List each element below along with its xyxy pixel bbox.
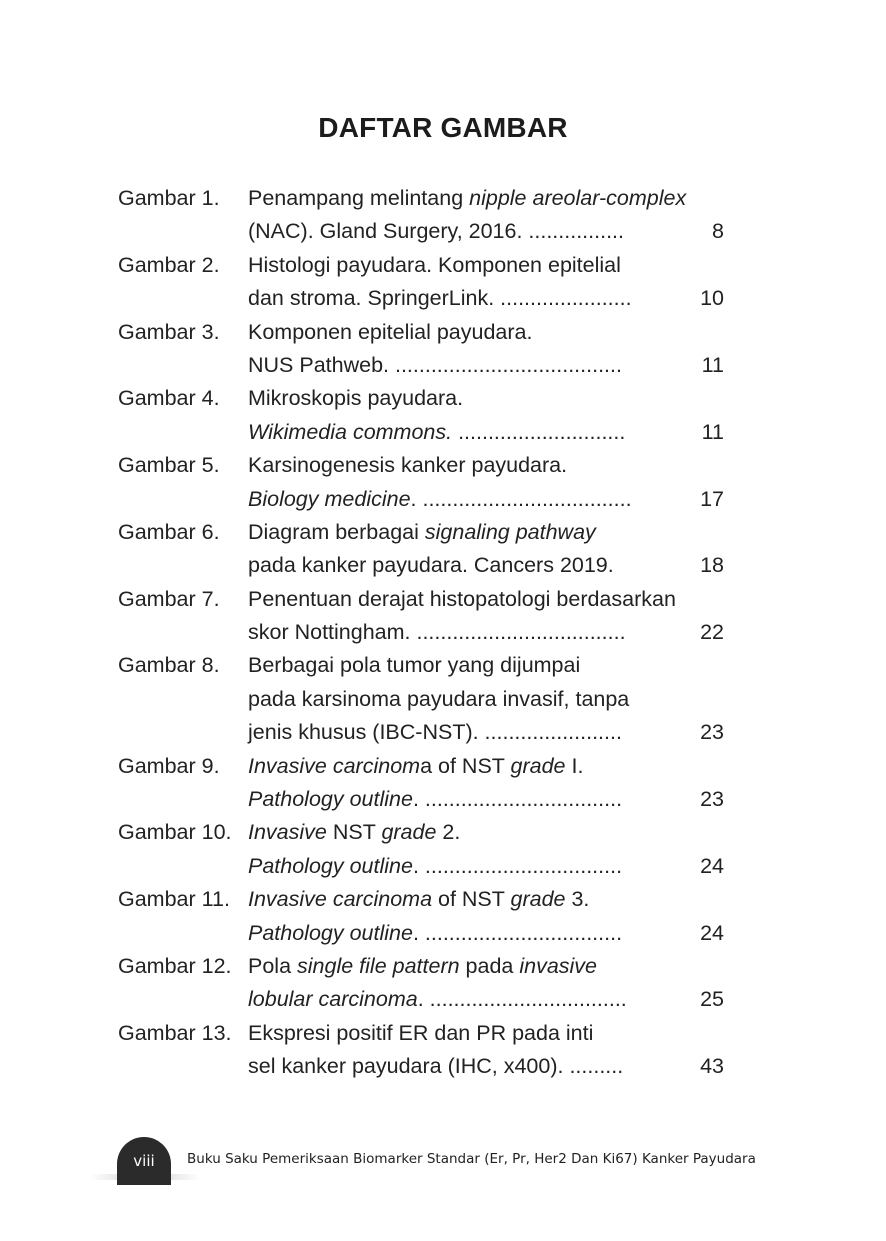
figure-page-number: 25	[700, 987, 724, 1012]
caption-segment: . .................................	[412, 853, 623, 878]
figure-label: Gambar 7.	[118, 586, 220, 611]
figure-caption	[248, 1050, 623, 1083]
figure-entry-line	[118, 349, 728, 382]
caption-segment: pada	[459, 953, 520, 978]
caption-italic-segment: grade	[381, 820, 437, 845]
figure-caption	[248, 1017, 593, 1050]
figure-entry	[118, 382, 728, 449]
figure-page-number: 23	[700, 787, 724, 812]
caption-segment: 2.	[436, 820, 461, 845]
caption-italic-segment: Invasive carcinom	[248, 753, 421, 778]
caption-italic-segment: Wikimedia commons.	[248, 419, 453, 444]
figure-page-number: 11	[701, 419, 724, 444]
figure-entry-line	[118, 516, 728, 549]
figure-entry-line	[118, 215, 728, 248]
figure-entry-line	[118, 282, 728, 315]
figure-entry-line	[118, 883, 728, 916]
figure-entry-line	[118, 983, 728, 1016]
caption-segment: Penentuan derajat histopatologi berdasarkan	[248, 586, 676, 611]
figure-entry	[118, 950, 728, 1017]
caption-segment: Diagram berbagai	[248, 519, 425, 544]
figure-caption	[248, 182, 686, 215]
caption-italic-segment: Pathology outline	[248, 853, 413, 878]
figure-label: Gambar 6.	[118, 519, 220, 544]
figure-caption	[248, 683, 629, 716]
caption-segment: Berbagai pola tumor yang dijumpai	[248, 653, 581, 678]
figure-label: Gambar 11.	[118, 887, 230, 912]
caption-segment: Karsinogenesis kanker payudara.	[248, 453, 568, 478]
caption-segment: . .................................	[412, 787, 623, 812]
caption-segment: . .................................	[417, 987, 627, 1012]
figure-label: Gambar 1.	[118, 186, 220, 210]
figure-page-number: 11	[701, 352, 724, 377]
caption-segment: pada kanker payudara. Cancers 2019.	[248, 553, 614, 578]
caption-segment: of NST	[432, 887, 511, 912]
footer-book-title: Buku Saku Pemeriksaan Biomarker Standar (Er, Pr, Her2 Dan Ki67) Kanker Payudara	[187, 1151, 756, 1167]
caption-segment: skor Nottingham. ...................................	[248, 620, 626, 645]
page-title: DAFTAR GAMBAR	[318, 112, 568, 143]
figure-page-number: 24	[700, 853, 724, 878]
figure-label: Gambar 8.	[118, 653, 220, 678]
figure-entry-line	[118, 416, 728, 449]
caption-segment: sel kanker payudara (IHC, x400). .........	[248, 1054, 624, 1079]
caption-segment: . .................................	[412, 920, 623, 945]
figure-entry	[118, 182, 728, 249]
figure-page-number: 23	[700, 720, 724, 745]
caption-segment: Mikroskopis payudara.	[248, 386, 464, 411]
figure-entry	[118, 750, 728, 817]
figure-page-number: 8	[712, 219, 724, 244]
figure-entry-line	[118, 483, 728, 516]
figure-caption	[248, 282, 632, 315]
figure-caption	[248, 816, 460, 849]
figure-entry	[118, 316, 728, 383]
figure-caption	[248, 382, 463, 415]
caption-italic-segment: signaling pathway	[424, 519, 596, 544]
caption-italic-segment: Invasive carcinoma	[248, 887, 433, 912]
caption-italic-segment: Invasive	[248, 820, 327, 845]
figure-caption	[248, 883, 589, 916]
figure-caption	[248, 449, 567, 482]
figure-entry-line	[118, 182, 728, 215]
figure-label: Gambar 9.	[118, 753, 220, 778]
caption-italic-segment: single file pattern	[297, 953, 460, 978]
figure-entry-line	[118, 583, 728, 616]
figure-entry	[118, 449, 728, 516]
figure-caption	[248, 716, 622, 749]
figure-label: Gambar 13.	[118, 1020, 232, 1045]
figure-entry	[118, 1017, 728, 1084]
figure-entry-line	[118, 683, 728, 716]
figure-page-number: 24	[700, 920, 724, 945]
caption-segment: a of NST	[420, 753, 511, 778]
figure-caption	[248, 850, 622, 883]
figure-entry-line	[118, 449, 728, 482]
figure-caption	[248, 583, 676, 616]
figure-entry-line	[118, 616, 728, 649]
figure-label: Gambar 10.	[118, 820, 232, 845]
caption-italic-segment: Pathology outline	[248, 920, 413, 945]
figure-entry-line	[118, 783, 728, 816]
figure-caption	[248, 416, 625, 449]
figure-caption	[248, 917, 622, 950]
figure-entry	[118, 816, 728, 883]
caption-segment: Ekspresi positif ER dan PR pada inti	[248, 1020, 594, 1045]
figure-caption	[248, 215, 624, 248]
caption-segment: (NAC). Gland Surgery, 2016. ................	[248, 219, 624, 244]
caption-italic-segment: grade	[510, 887, 566, 912]
figure-caption	[248, 750, 583, 783]
caption-italic-segment: Biology medicine	[248, 486, 411, 511]
figure-label: Gambar 12.	[118, 953, 232, 978]
figure-entry	[118, 249, 728, 316]
figure-entry-line	[118, 1017, 728, 1050]
figure-caption	[248, 483, 632, 516]
footer-page-number: viii	[133, 1152, 155, 1170]
figure-label: Gambar 4.	[118, 386, 220, 411]
figure-entry-line	[118, 249, 728, 282]
figure-caption	[248, 549, 614, 582]
caption-segment: I.	[565, 753, 584, 778]
caption-segment: pada karsinoma payudara invasif, tanpa	[248, 686, 630, 711]
figure-entry-line	[118, 750, 728, 783]
figure-label: Gambar 2.	[118, 252, 220, 277]
caption-segment: 3.	[565, 887, 590, 912]
figure-caption	[248, 349, 622, 382]
caption-segment: Histologi payudara. Komponen epitelial	[248, 252, 621, 277]
figure-entry	[118, 649, 728, 749]
figure-entry	[118, 583, 728, 650]
figure-caption	[248, 616, 626, 649]
figure-entry-line	[118, 850, 728, 883]
figure-entry-line	[118, 549, 728, 582]
figure-caption	[248, 783, 622, 816]
caption-segment: Pola	[248, 953, 298, 978]
figure-entry	[118, 883, 728, 950]
caption-italic-segment: Pathology outline	[248, 787, 413, 812]
caption-segment: Penampang melintang	[248, 186, 470, 210]
figure-entry-line	[118, 382, 728, 415]
caption-italic-segment: lobular carcinoma	[248, 987, 418, 1012]
figure-page-number: 17	[700, 486, 724, 511]
figure-entry-line	[118, 649, 728, 682]
figure-page-number: 18	[700, 553, 724, 578]
figure-list	[118, 182, 728, 1084]
figure-entry	[118, 516, 728, 583]
figure-caption	[248, 950, 597, 983]
caption-italic-segment: nipple areolar-complex	[469, 186, 687, 210]
figure-page-number: 10	[700, 286, 724, 311]
figure-page-number: 22	[700, 620, 724, 645]
caption-segment: NUS Pathweb. ......................................	[248, 352, 622, 377]
caption-segment: jenis khusus (IBC-NST). .......................	[248, 720, 622, 745]
figure-entry-line	[118, 316, 728, 349]
figure-label: Gambar 5.	[118, 453, 220, 478]
figure-entry-line	[118, 816, 728, 849]
caption-italic-segment: invasive	[519, 953, 598, 978]
figure-caption	[248, 649, 580, 682]
figure-caption	[248, 516, 596, 549]
caption-segment: dan stroma. SpringerLink. ......................	[248, 286, 632, 311]
caption-segment: Komponen epitelial payudara.	[248, 319, 533, 344]
figure-entry-line	[118, 1050, 728, 1083]
caption-segment: NST	[326, 820, 382, 845]
figure-caption	[248, 249, 621, 282]
caption-segment: . ...................................	[410, 486, 632, 511]
figure-entry-line	[118, 716, 728, 749]
figure-entry-line	[118, 917, 728, 950]
figure-entry-line	[118, 950, 728, 983]
figure-caption	[248, 316, 532, 349]
caption-segment: ............................	[452, 419, 626, 444]
figure-caption	[248, 983, 627, 1016]
caption-italic-segment: grade	[510, 753, 566, 778]
figure-label: Gambar 3.	[118, 319, 220, 344]
figure-page-number: 43	[700, 1054, 724, 1079]
